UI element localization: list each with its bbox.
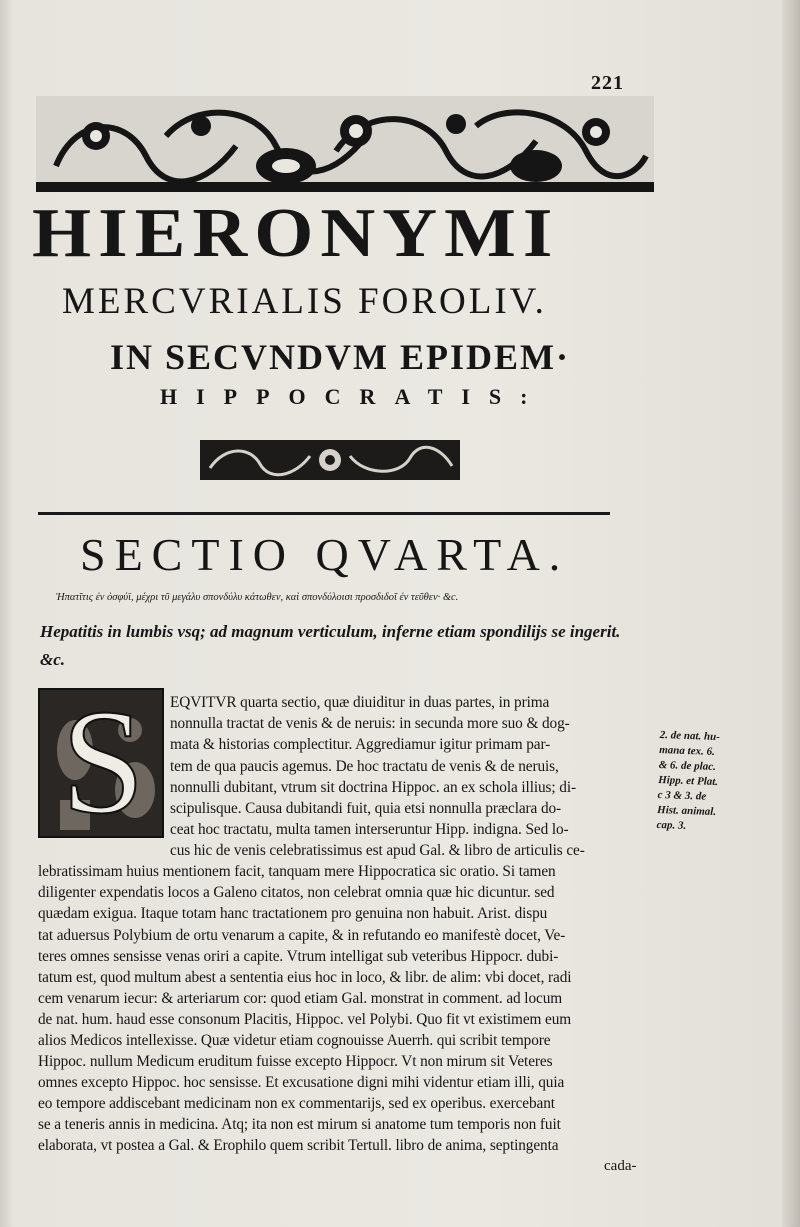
margin-note-line: mana tex. 6. <box>659 743 716 758</box>
body-line: cus hic de venis celebratissimus est apud Gal. & libro de articulis ce- <box>170 842 585 859</box>
margin-note-line: & 6. de plac. <box>658 758 717 773</box>
body-line: ceat hoc tractatu, multa tamen interseruntur Hipp. indigna. Sed lo- <box>170 821 569 838</box>
title-author-surname: MERCVRIALIS FOROLIV. <box>62 281 547 322</box>
title-author-forename: HIERONYMI <box>32 194 560 272</box>
page-number: 221 <box>591 72 624 94</box>
greek-lemma: Ἡπατῖτις ἐν ὀσφύϊ, μέχρι τῦ μεγάλυ σπονδύλυ κάτωθεν, καὶ σπονδύλοισι προσδιδοῖ ἐν τεῦθεν· &c. <box>56 592 459 603</box>
body-line: lebratissimam huius mentionem facit, tanquam mere Hippocratica sic oratio. Si tamen <box>38 863 556 880</box>
margin-note <box>656 728 770 837</box>
body-line: teres omnes sensisse venas oriri a capite. Vtrum intelligat sub veteribus Hippocr. dubi- <box>38 948 559 965</box>
margin-note-line: cap. 3. <box>656 818 687 832</box>
body-line: nonnulla tractat de venis & de neruis: in secunda more suo & dog- <box>170 715 570 732</box>
latin-lemma: Hepatitis in lumbis vsq; ad magnum verticulum, inferne etiam spondilijs se ingerit. &c. <box>40 622 621 669</box>
headpiece-ornament <box>36 96 654 192</box>
body-line: Hippoc. nullum Medicum eruditum fuisse excepto Hippocr. Vt non mirum sit Veteres <box>38 1053 553 1070</box>
body-line: de nat. hum. haud esse consonum Placitis, Hippoc. vel Polybi. Quo fit vt existimem eum <box>38 1011 572 1028</box>
margin-note-line: Hipp. et Plat. <box>657 773 719 789</box>
body-line: EQVITVR quarta sectio, quæ diuiditur in duas partes, in prima <box>170 694 550 711</box>
title-work: IN SECVNDVM EPIDEM· <box>110 337 571 377</box>
title-hippocratis: HIPPOCRATIS: <box>160 384 547 409</box>
page-edge <box>782 0 800 1227</box>
body-line: mata & historias complectitur. Aggrediamur igitur primam par- <box>170 736 551 753</box>
body-line: diligenter expendatis locos a Galeno citatos, non celebrat omnia quæ hic dicuntur. sed <box>38 884 555 901</box>
body-line: scipulisque. Causa dubitandi fuit, quia etsi nonnulla præclara do- <box>170 800 562 817</box>
body-line: elaborata, vt postea a Gal. & Erophilo quem scribit Tertull. libro de anima, septingenta <box>38 1137 559 1154</box>
section-heading: SECTIO QVARTA. <box>80 529 570 580</box>
body-line: nonnulli dubitant, vtrum sit doctrina Hippoc. an ex schola illius; di- <box>170 779 576 796</box>
body-line: alios Medicos intellexisse. Quæ videtur etiam cognouisse Auerrh. qui scribit tempore <box>38 1032 551 1049</box>
body-line: eo tempore addiscebant medicinam non ex commentarijs, sed ex operibus. exercebant <box>38 1095 555 1112</box>
catchword: cada- <box>604 1158 637 1174</box>
margin-note-line: Hist. animal. <box>656 803 717 819</box>
body-line: quædam exigua. Itaque totam hanc tractationem pro genuina non habuit. Arist. dispu <box>38 905 548 922</box>
ornament-band <box>200 440 460 480</box>
initial-letter: S <box>61 688 145 838</box>
body-line: tat aduersus Polybium de ortu venarum a capite, & in refutando eo manifestè docet, Ve- <box>38 927 566 944</box>
body-line: tem de qua paucis agemus. De hoc tractatu de venis & de neruis, <box>170 758 559 775</box>
section-rule <box>38 512 610 515</box>
decorated-initial <box>38 688 164 838</box>
body-line: se a teneris annis in medicina. Atq; ita non est mirum si anatome tum temporis non fuit <box>38 1116 561 1133</box>
margin-note-line: 2. de nat. hu- <box>659 728 721 744</box>
body-line: tatum est, quod multum abest a sententia eius hoc in loco, & libr. de alim: vbi docet, radi <box>38 969 572 986</box>
body-line: cem venarum iecur: & arteriarum cor: quod etiam Gal. monstrat in comment. ad locum <box>38 990 563 1007</box>
margin-note-line: c 3 & 3. de <box>657 788 707 803</box>
body-line: omnes excepto Hippoc. hoc sensisse. Et excusatione digni mihi videntur etiam illi, quia <box>38 1074 565 1091</box>
